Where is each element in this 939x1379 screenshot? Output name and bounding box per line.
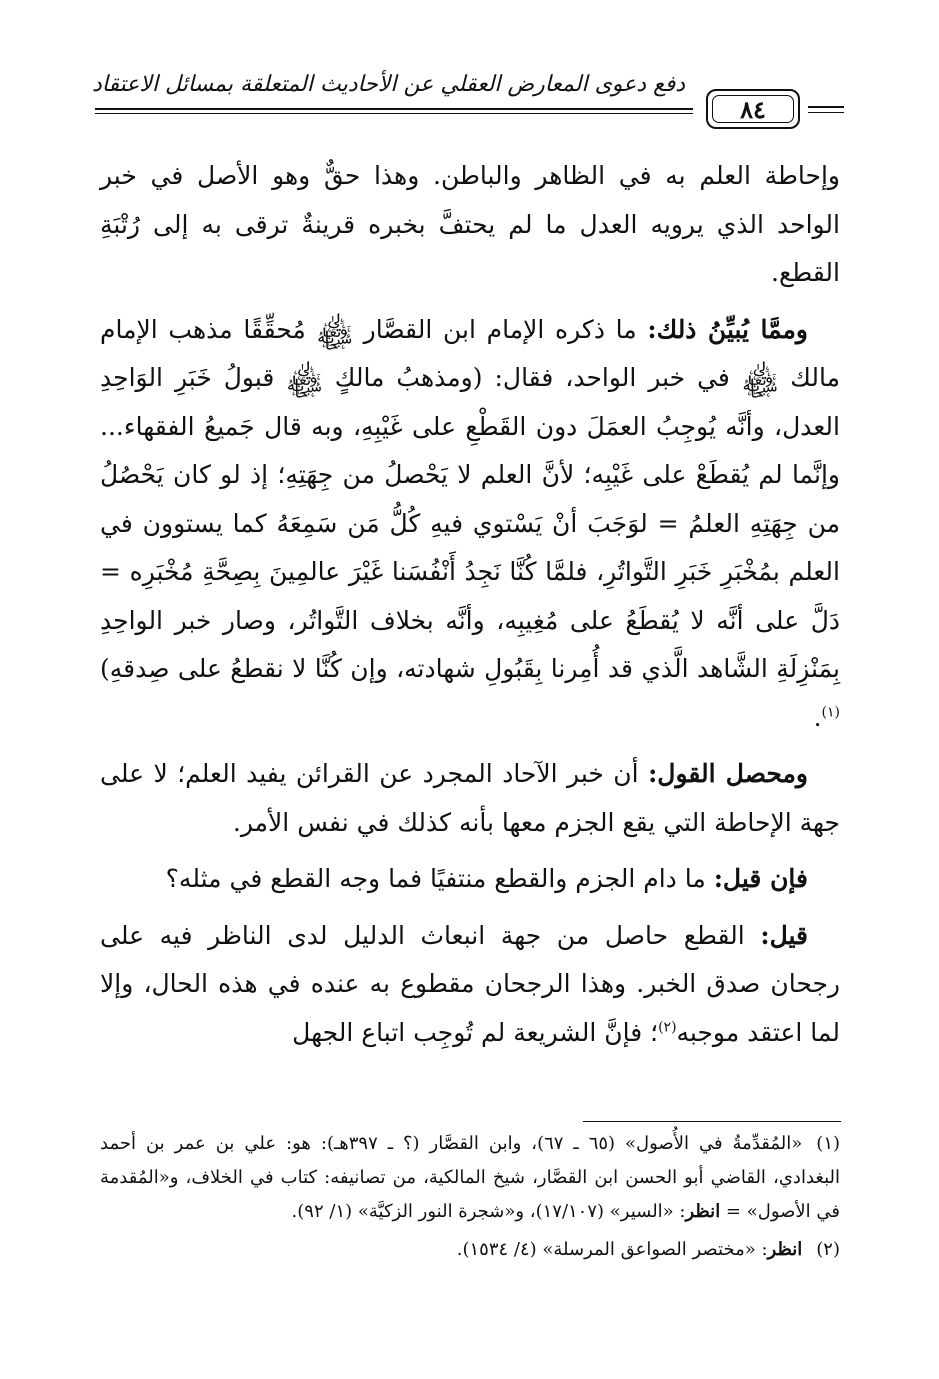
paragraph-3 xyxy=(100,750,840,847)
footnote-2 xyxy=(100,1233,840,1267)
footnote-1 xyxy=(100,1127,840,1229)
page-number-frame xyxy=(706,89,800,129)
footnote-1-sources: : «السير» (١٧/١٠٧)، و«شجرة النور الزكيَّة» (١/ ٩٢). xyxy=(291,1201,686,1222)
paragraph-4-lead: فإن قيل: xyxy=(713,864,808,893)
header-rule-right xyxy=(808,106,844,108)
paragraph-5-end: ؛ فإنَّ الشريعة لم تُوجِب اتباع الجهل xyxy=(292,1017,659,1047)
header-rule-right-thin xyxy=(808,112,844,113)
paragraph-5-lead: قيل: xyxy=(760,920,808,950)
paragraph-3-text: أن خبر الآحاد المجرد عن القرائن يفيد العلم؛ لا على جهة الإحاطة التي يقع الجزم معها بأنه كذلك في نفس الأمر. xyxy=(100,759,840,837)
paragraph-3-lead: ومحصل القول: xyxy=(648,759,809,788)
header-rule-thin xyxy=(95,113,693,114)
footnote-2-see: انظر xyxy=(767,1239,803,1260)
footnote-ref-1[interactable]: (١) xyxy=(821,704,840,721)
paragraph-4-text: ما دام الجزم والقطع منتفيًا فما وجه القطع في مثله؟ xyxy=(165,864,714,893)
header-rule xyxy=(95,108,693,110)
footnotes xyxy=(100,1127,840,1271)
footnote-1-text: «المُقدِّمةُ في الأُصول» (٦٥ ـ ٦٧)، وابن القصَّار (؟ ـ ٣٩٧هـ): هو: علي بن عمر بن أحمد البغدادي، القاضي أبو الحسن ابن القصَّار، شيخ المالكية، من تصانيفه: كتاب في الخلاف، و«المُقدمة في الأصول» = xyxy=(100,1133,841,1222)
footnote-2-number: (٢) xyxy=(816,1239,840,1260)
paragraph-4 xyxy=(100,855,840,904)
paragraph-2-text: ما ذكره الإمام ابن القصَّار ﷾ مُحقِّقًا مذهب الإمام مالك ﷾ في خبر الواحد، فقال: (ومذهبُ مالكٍ ﷾ قبولُ خَبَرِ الوَاحِدِ العدل، وأنَّه يُوجِبُ العمَلَ دون القَطْعِ على غَيْبِهِ، وبه قال جَميعُ الفقهاء... وإنَّما لم يُقطَعْ على غَيْبِه؛ لأنَّ العلم لا يَحْصلُ من جِهَتِهِ؛ إذ لو كان يَحْصُلُ من جِهَتِهِ العلمُ = لوَجَبَ أنْ يَسْتوي فيهِ كُلُّ مَن سَمِعَهُ كما يستوون في العلم بمُخْبَرِ خَبَرِ التَّواتُرِ، فلمَّا كُنَّا نَجِدُ أَنْفُسَنا غَيْرَ عالمِينَ بِصِحَّةِ مُخْبَرِه = دَلَّ على أنَّه لا يُقطَعُ على مُغِيبِه، وأنَّه بخلاف التَّواتُر، وصار خبر الواحِدِ بِمَنْزِلَةِ الشَّاهد الَّذي قد أُمِرنا بِقَبُولِ شهادته، وإن كُنَّا لا نقطعُ على صِدقهِ) xyxy=(100,314,840,683)
footnote-1-see: انظر xyxy=(685,1201,721,1222)
footnote-2-text: : «مختصر الصواعق المرسلة» (٤/ ١٥٣٤). xyxy=(456,1239,768,1260)
footnote-1-number: (١) xyxy=(816,1133,841,1154)
footnote-ref-2[interactable]: (٢) xyxy=(658,1019,677,1036)
running-title: دفع دعوى المعارض العقلي عن الأحاديث المتعلقة بمسائل الاعتقاد xyxy=(92,72,686,97)
paragraph-2 xyxy=(100,306,840,743)
paragraph-2-end: . xyxy=(813,702,822,732)
footnote-separator xyxy=(583,1121,841,1122)
paragraph-5-text: القطع حاصل من جهة انبعاث الدليل لدى الناظر فيه على رجحان صدق الخبر. وهذا الرجحان مقطوع به عنده في هذه الحال، وإلا لما اعتقد موجبه xyxy=(100,920,840,1047)
paragraph-1: وإحاطة العلم به في الظاهر والباطن. وهذا حقٌّ وهو الأصل في خبر الواحد الذي يرويه العدل ما لم يحتفَّ بخبره قرينةٌ ترقى به إلى رُتْبَةِ القطع. xyxy=(100,161,840,287)
paragraph-5 xyxy=(100,912,840,1058)
main-text xyxy=(100,152,840,1065)
page-number: ٨٤ xyxy=(740,94,766,124)
paragraph-2-lead: وممَّا يُبيِّنُ ذلك: xyxy=(647,314,808,344)
